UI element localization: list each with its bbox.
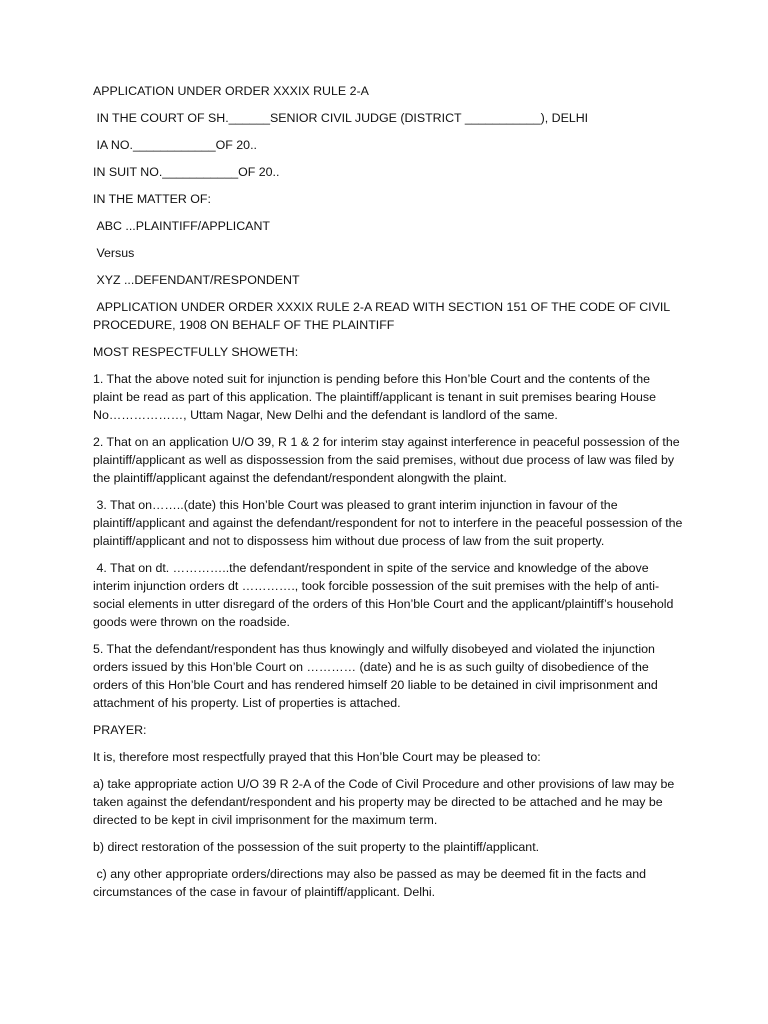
prayer-heading: PRAYER: — [93, 723, 147, 737]
paragraph-5: 5. That the defendant/respondent has thus knowingly and wilfully disobeyed and violated the injunction orders issued by this Hon’ble Court on ………… (date) and he is as such guilty of disobedience of the orders of this Hon’ble Court and has rendered himself 20 liable to be detained in civil imprisonment and attachment of his property. List of properties is attached. — [93, 642, 662, 710]
paragraph-4: 4. That on dt. …………..the defendant/respondent in spite of the service and knowledge of the above interim injunction orders dt …………., took forcible possession of the suit premises with the help of anti-social elements in utter disregard of the orders of this Hon’ble Court and the applicant/plaintiff’s household goods were thrown on the roadside. — [93, 561, 677, 629]
prayer-item-a: a) take appropriate action U/O 39 R 2-A of the Code of Civil Procedure and other provisions of law may be taken against the defendant/respondent and his property may be directed to be attached and he may be directed to be kept in civil imprisonment for the maximum term. — [93, 777, 678, 827]
paragraph-3: 3. That on……..(date) this Hon’ble Court was pleased to grant interim injunction in favour of the plaintiff/applicant and against the defendant/respondent for not to interfere in the peaceful possession of the plaintiff/applicant and not to dispossess him without due process of law from the suit property. — [93, 498, 686, 548]
defendant-line: XYZ ...DEFENDANT/RESPONDENT — [93, 273, 300, 287]
header-title: APPLICATION UNDER ORDER XXXIX RULE 2-A — [93, 84, 369, 98]
court-line: IN THE COURT OF SH.______SENIOR CIVIL JUDGE (DISTRICT ___________), DELHI — [93, 111, 589, 125]
in-the-matter: IN THE MATTER OF: — [93, 192, 211, 206]
prayer-item-b: b) direct restoration of the possession of the suit property to the plaintiff/applicant. — [93, 840, 540, 854]
document-page — [93, 82, 686, 901]
plaintiff-line: ABC ...PLAINTIFF/APPLICANT — [93, 219, 270, 233]
suit-number: IN SUIT NO.___________OF 20.. — [93, 165, 280, 179]
paragraph-2: 2. That on an application U/O 39, R 1 & 2 for interim stay against interference in peaceful possession of the plaintiff/applicant as well as dispossession from the said premises, without due process of law was filed by the plaintiff/applicant against the defendant/respondent alongwith the plaint. — [93, 435, 684, 485]
application-title: APPLICATION UNDER ORDER XXXIX RULE 2-A READ WITH SECTION 151 OF THE CODE OF CIVIL PROCEDURE, 1908 ON BEHALF OF THE PLAINTIFF — [93, 300, 674, 332]
versus-line: Versus — [93, 246, 135, 260]
prayer-item-c: c) any other appropriate orders/directions may also be passed as may be deemed fit in the facts and circumstances of the case in favour of plaintiff/applicant. Delhi. — [93, 867, 650, 899]
prayer-intro: It is, therefore most respectfully prayed that this Hon’ble Court may be pleased to: — [93, 750, 541, 764]
ia-number: IA NO.____________OF 20.. — [93, 138, 257, 152]
paragraph-1: 1. That the above noted suit for injunction is pending before this Hon’ble Court and the contents of the plaint be read as part of this application. The plaintiff/applicant is tenant in suit premises bearing House No………………, Uttam Nagar, New Delhi and the defendant is landlord of the same. — [93, 372, 660, 422]
showeth-heading: MOST RESPECTFULLY SHOWETH: — [93, 345, 299, 359]
